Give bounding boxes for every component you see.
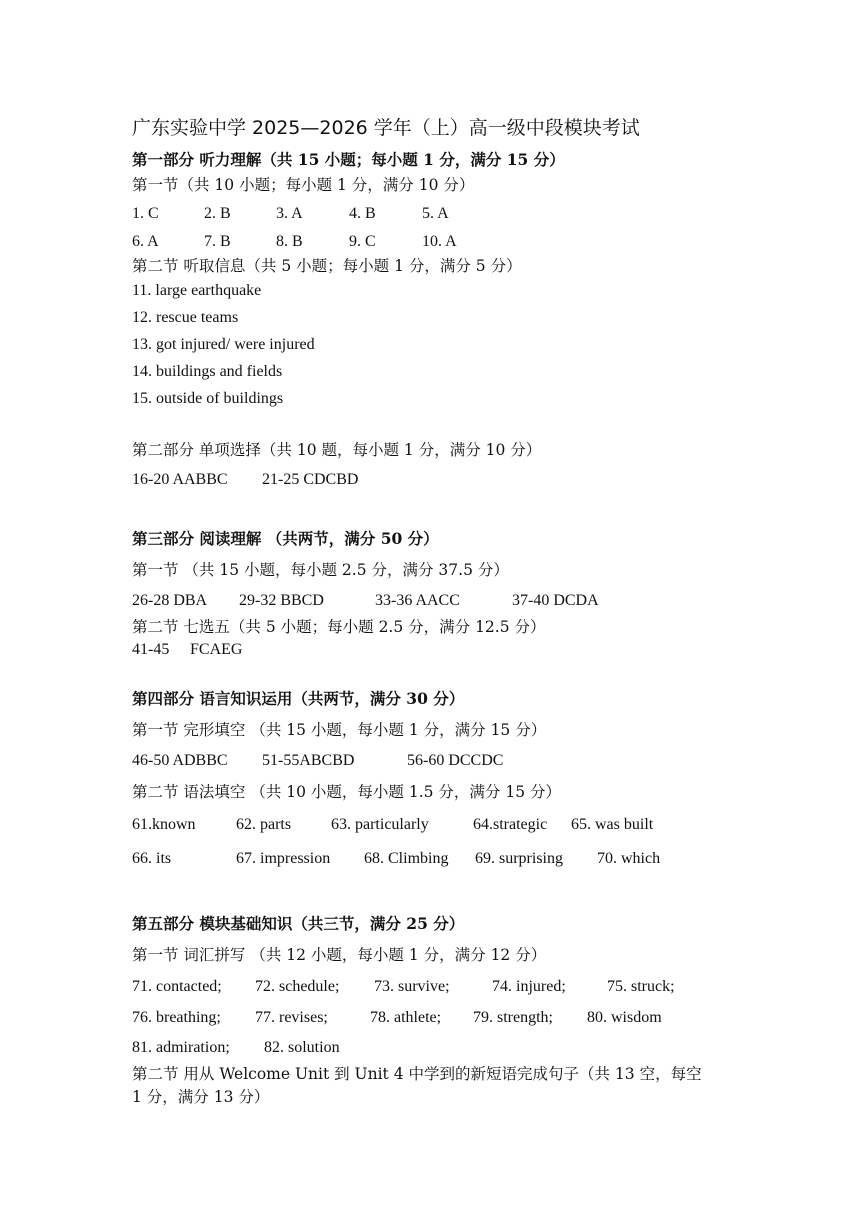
grammar-answer: 62. parts [236, 816, 292, 833]
spelling-answer: 79. strength; [473, 1009, 553, 1026]
grammar-answer: 70. which [597, 850, 661, 867]
spelling-answer: 76. breathing; [132, 1009, 221, 1026]
spelling-answer: 75. struck; [607, 978, 675, 995]
answer-group: 33-36 AACC [375, 592, 460, 609]
fill-answer: 12. rescue teams [132, 309, 239, 326]
grammar-answer: 69. surprising [475, 850, 563, 867]
grammar-answer: 64.strategic [473, 816, 548, 833]
spelling-answer: 71. contacted; [132, 978, 222, 995]
answer-group: 26-28 DBA [132, 592, 208, 609]
part2-heading: 第二部分 单项选择（共 10 题，每小题 1 分，满分 10 分） [132, 441, 542, 459]
grammar-answer: 67. impression [236, 850, 331, 867]
answer-group: FCAEG [190, 641, 243, 658]
answer-item: 4. B [349, 205, 376, 222]
answer-group: 16-20 AABBC [132, 471, 228, 488]
answer-group: 51-55ABCBD [262, 752, 355, 769]
part4-section1-heading: 第一节 完形填空 （共 15 小题，每小题 1 分，满分 15 分） [132, 721, 547, 739]
answer-item: 2. B [204, 205, 231, 222]
part3-section2-heading: 第二节 七选五（共 5 小题；每小题 2.5 分，满分 12.5 分） [132, 618, 546, 636]
fill-answer: 15. outside of buildings [132, 390, 284, 407]
grammar-answer: 66. its [132, 850, 172, 867]
grammar-answer: 65. was built [571, 816, 654, 833]
spelling-answer: 78. athlete; [370, 1009, 442, 1026]
answer-item: 8. B [276, 233, 303, 250]
answer-range: 41-45 [132, 641, 170, 658]
part5-section2-heading: 第二节 用从 Welcome Unit 到 Unit 4 中学到的新短语完成句子（共 13 空，每空 [132, 1065, 702, 1083]
fill-answer: 11. large earthquake [132, 282, 262, 299]
answer-item: 7. B [204, 233, 231, 250]
part4-section2-heading: 第二节 语法填空 （共 10 小题，每小题 1.5 分，满分 15 分） [132, 783, 562, 801]
answer-group: 37-40 DCDA [512, 592, 599, 609]
part5-section2-heading-cont: 1 分，满分 13 分） [132, 1088, 270, 1106]
page-title: 广东实验中学 2025—2026 学年（上）高一级中段模块考试 [132, 117, 640, 139]
answer-group: 46-50 ADBBC [132, 752, 228, 769]
spelling-answer: 73. survive; [374, 978, 450, 995]
answer-item: 10. A [422, 233, 457, 250]
answer-group: 56-60 DCCDC [407, 752, 504, 769]
answer-item: 1. C [132, 205, 159, 222]
spelling-answer: 82. solution [264, 1039, 340, 1056]
answer-item: 5. A [422, 205, 449, 222]
fill-answer: 14. buildings and fields [132, 363, 283, 380]
answer-group: 21-25 CDCBD [262, 471, 359, 488]
spelling-answer: 74. injured; [492, 978, 566, 995]
part1-heading: 第一部分 听力理解（共 15 小题；每小题 1 分，满分 15 分） [132, 150, 565, 169]
spelling-answer: 81. admiration; [132, 1039, 230, 1056]
grammar-answer: 63. particularly [331, 816, 429, 833]
part1-section1-heading: 第一节（共 10 小题；每小题 1 分，满分 10 分） [132, 176, 475, 194]
answer-group: 29-32 BBCD [239, 592, 324, 609]
answer-item: 3. A [276, 205, 303, 222]
part1-section2-heading: 第二节 听取信息（共 5 小题；每小题 1 分，满分 5 分） [132, 257, 522, 275]
grammar-answer: 61.known [132, 816, 196, 833]
spelling-answer: 77. revises; [255, 1009, 328, 1026]
part3-heading: 第三部分 阅读理解 （共两节，满分 50 分） [132, 529, 439, 548]
part3-section1-heading: 第一节 （共 15 小题，每小题 2.5 分，满分 37.5 分） [132, 561, 509, 579]
part5-heading: 第五部分 模块基础知识（共三节，满分 25 分） [132, 914, 465, 933]
part4-heading: 第四部分 语言知识运用（共两节，满分 30 分） [132, 689, 465, 708]
answer-item: 9. C [349, 233, 376, 250]
part5-section1-heading: 第一节 词汇拼写 （共 12 小题，每小题 1 分，满分 12 分） [132, 946, 547, 964]
fill-answer: 13. got injured/ were injured [132, 336, 315, 353]
spelling-answer: 72. schedule; [255, 978, 340, 995]
grammar-answer: 68. Climbing [364, 850, 449, 867]
spelling-answer: 80. wisdom [587, 1009, 662, 1026]
answer-item: 6. A [132, 233, 159, 250]
